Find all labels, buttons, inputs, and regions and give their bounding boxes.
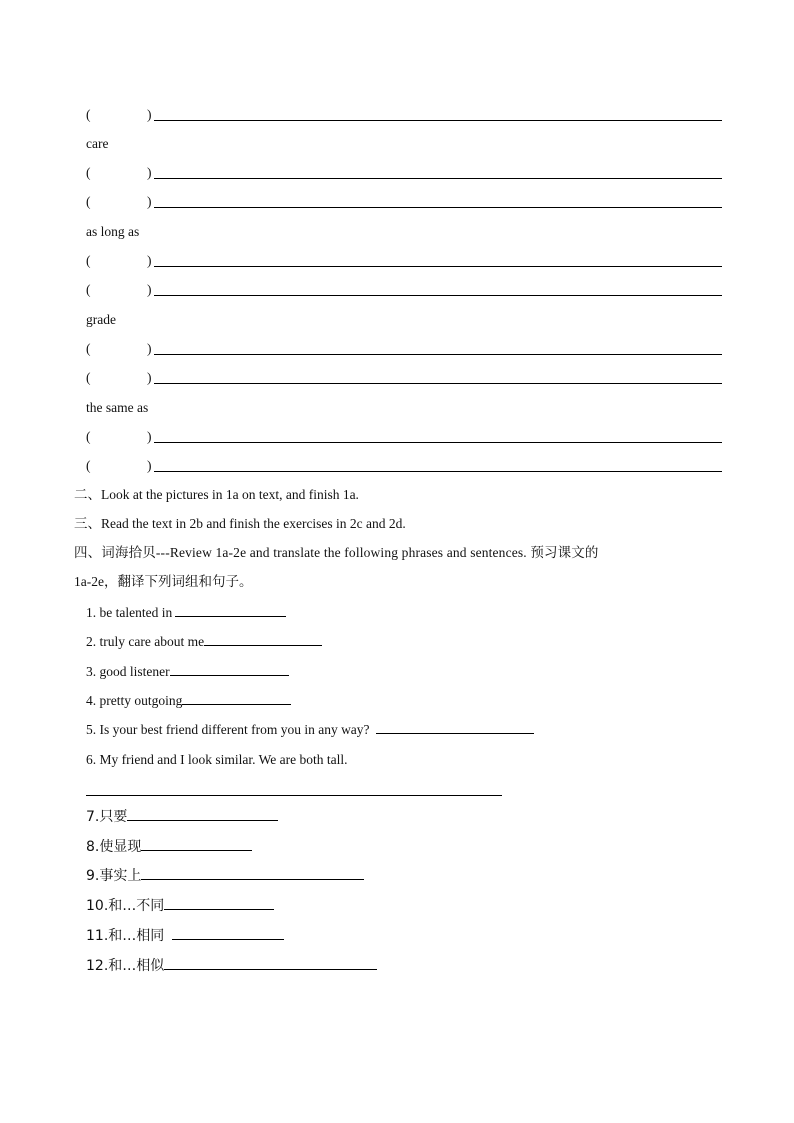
paren-close: ) — [147, 458, 152, 473]
answer-row[interactable] — [86, 455, 722, 477]
answer-blank[interactable] — [175, 602, 286, 617]
paren-close: ) — [147, 165, 152, 180]
paren-open: ( — [86, 458, 91, 473]
translation-item — [86, 925, 284, 947]
answer-line[interactable] — [154, 383, 722, 384]
section-4-instruction-cont: 1a-2e，翻译下列词组和句子。 — [74, 574, 253, 589]
answer-blank[interactable] — [376, 719, 534, 734]
paren-close: ) — [147, 429, 152, 444]
translation-item — [86, 631, 322, 653]
answer-row[interactable] — [86, 426, 722, 448]
paren-open: ( — [86, 194, 91, 209]
vocab-word: grade — [86, 312, 116, 327]
answer-row[interactable] — [86, 191, 722, 213]
answer-blank[interactable] — [141, 836, 252, 851]
item-text: 1. be talented in — [86, 605, 173, 620]
answer-row[interactable] — [86, 250, 722, 272]
answer-row[interactable] — [86, 338, 722, 360]
answer-row[interactable] — [86, 104, 722, 126]
answer-blank[interactable] — [141, 865, 364, 880]
section-3-instruction: 三、Read the text in 2b and finish the exercises in 2c and 2d. — [74, 516, 406, 531]
vocab-word: the same as — [86, 400, 149, 415]
paren-close: ) — [147, 282, 152, 297]
paren-close: ) — [147, 253, 152, 268]
translation-item — [86, 719, 534, 741]
section-4-instruction: 四、词海拾贝---Review 1a-2e and translate the following phrases and sentences. 预习课文的 — [74, 545, 599, 560]
answer-row[interactable] — [86, 279, 722, 301]
answer-row[interactable] — [86, 367, 722, 389]
answer-blank[interactable] — [204, 631, 322, 646]
vocab-word: as long as — [86, 224, 140, 239]
answer-line[interactable] — [154, 207, 722, 208]
item-text: 6. My friend and I look similar. We are both tall. — [86, 752, 348, 767]
translation-item — [86, 836, 252, 858]
answer-blank[interactable] — [164, 955, 377, 970]
paren-open: ( — [86, 429, 91, 444]
translation-item — [86, 749, 347, 771]
paren-open: ( — [86, 107, 91, 122]
item-text: 8.使显现 — [86, 839, 142, 855]
paren-open: ( — [86, 282, 91, 297]
answer-blank-long[interactable] — [86, 795, 502, 796]
answer-blank[interactable] — [170, 661, 289, 676]
paren-close: ) — [147, 194, 152, 209]
paren-open: ( — [86, 253, 91, 268]
translation-item — [86, 690, 291, 712]
translation-item — [86, 895, 274, 917]
paren-close: ) — [147, 341, 152, 356]
vocab-word: care — [86, 136, 109, 151]
item-text: 5. Is your best friend different from you in any way? — [86, 722, 370, 737]
translation-item — [86, 806, 278, 828]
answer-line[interactable] — [154, 442, 722, 443]
answer-blank[interactable] — [172, 925, 284, 940]
paren-close: ) — [147, 370, 152, 385]
answer-line[interactable] — [154, 354, 722, 355]
paren-close: ) — [147, 107, 152, 122]
item-text: 9.事实上 — [86, 868, 142, 884]
section-2-instruction: 二、Look at the pictures in 1a on text, and finish 1a. — [74, 487, 359, 502]
answer-line[interactable] — [154, 471, 722, 472]
translation-item — [86, 661, 289, 683]
item-text: 2. truly care about me — [86, 634, 205, 649]
item-text: 11.和…相同 — [86, 928, 165, 944]
answer-row[interactable] — [86, 162, 722, 184]
item-text: 10.和…不同 — [86, 898, 165, 914]
translation-item — [86, 602, 286, 624]
item-text: 7.只要 — [86, 809, 128, 825]
paren-open: ( — [86, 341, 91, 356]
item-text: 4. pretty outgoing — [86, 693, 183, 708]
translation-item — [86, 865, 364, 887]
translation-item — [86, 955, 377, 977]
paren-open: ( — [86, 370, 91, 385]
item-text: 12.和…相似 — [86, 958, 165, 974]
answer-blank[interactable] — [164, 895, 274, 910]
answer-blank[interactable] — [127, 806, 278, 821]
answer-line[interactable] — [154, 120, 722, 121]
item-text: 3. good listener — [86, 664, 170, 679]
answer-line[interactable] — [154, 266, 722, 267]
paren-open: ( — [86, 165, 91, 180]
answer-line[interactable] — [154, 178, 722, 179]
answer-blank[interactable] — [182, 690, 291, 705]
answer-line[interactable] — [154, 295, 722, 296]
